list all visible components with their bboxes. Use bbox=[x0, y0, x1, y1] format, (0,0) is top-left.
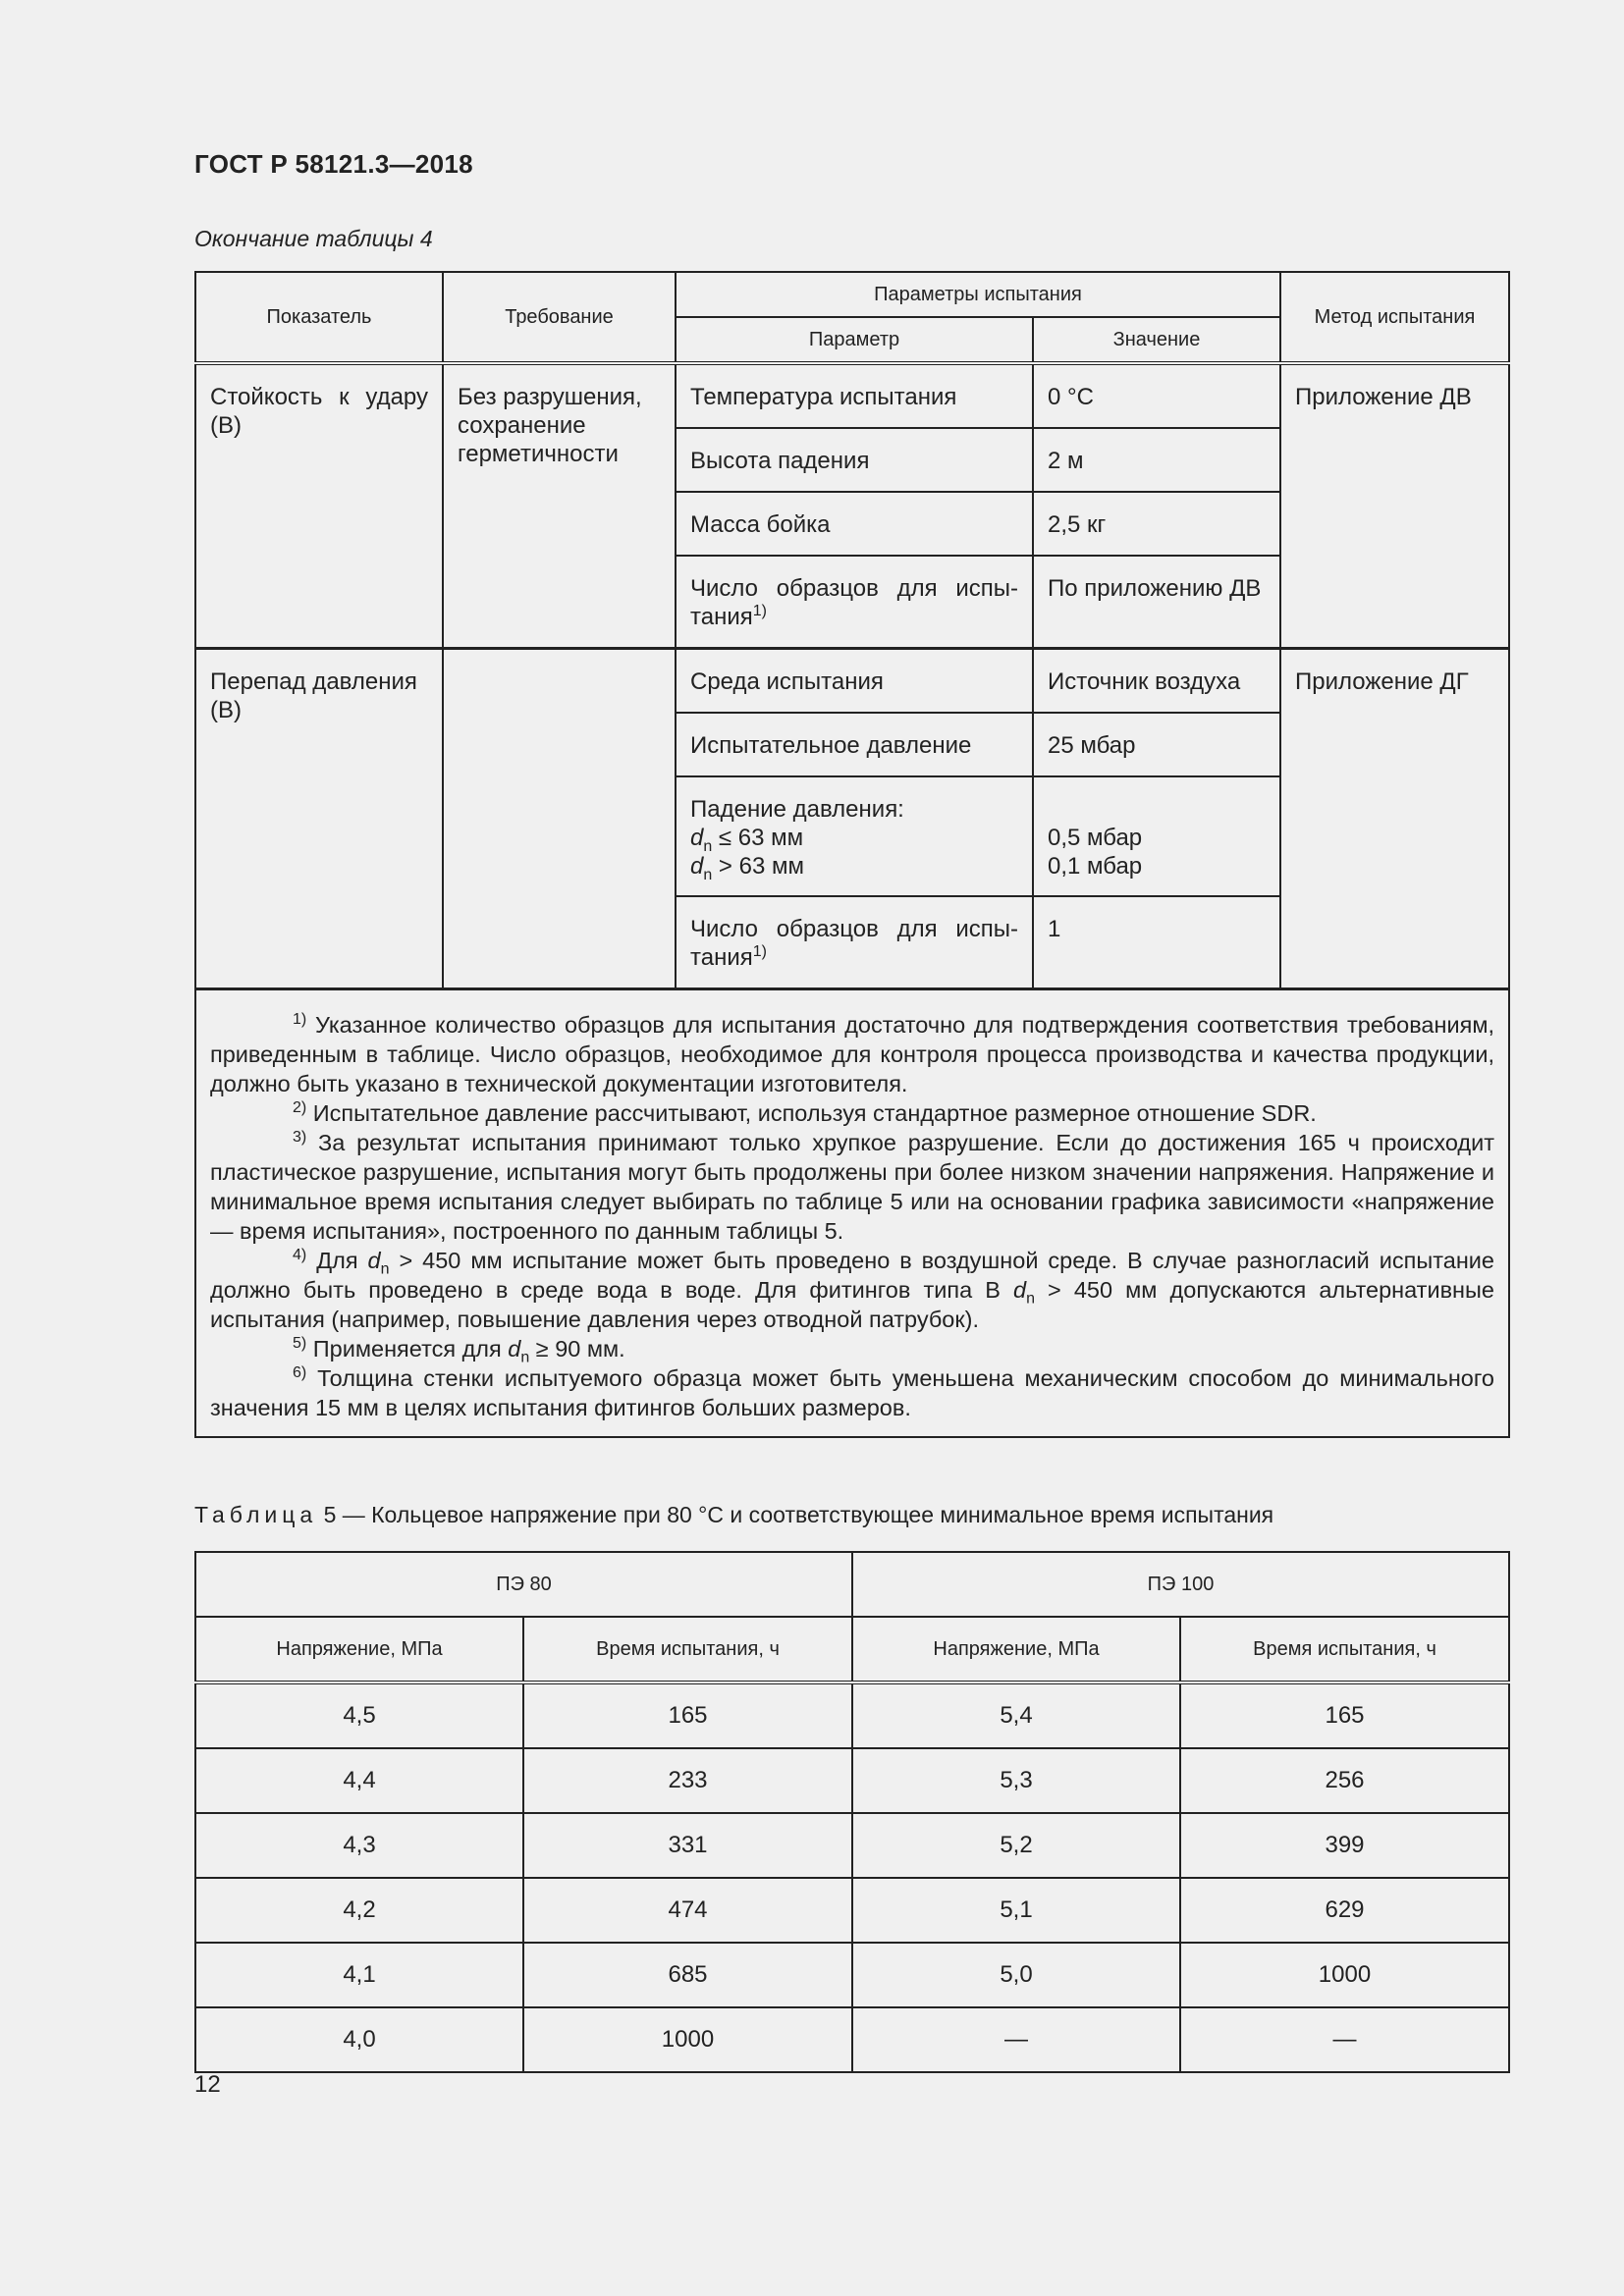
table5 bbox=[194, 1551, 1510, 2073]
col-time-pe80: Время испытания, ч bbox=[523, 1617, 852, 1682]
pressure-value-1: Источник воздуха bbox=[1033, 648, 1280, 713]
footnote-1: $^{1)}$ Указанное количество образцов для испытания достаточно для подтверждения соответствия требованиям, приведенным в таблице. Число образцов, необходимое для контроля процесса производства и качества продукции, должно быть указано в технической документации изготовителя. bbox=[210, 1010, 1494, 1096]
header-requirement: Требование bbox=[443, 272, 676, 363]
table4-caption: Окончание таблицы 4 bbox=[194, 226, 433, 251]
impact-indicator bbox=[195, 363, 443, 648]
footnote-ref-1: 1) bbox=[752, 603, 767, 619]
impact-param-4 bbox=[676, 556, 1033, 648]
pressure-drop-label: Падение давления: bbox=[690, 796, 904, 823]
pressure-param-4-line2: тания bbox=[690, 944, 753, 971]
impact-value-3: 2,5 кг bbox=[1033, 492, 1280, 556]
impact-param-4-line1: Число образцов для испы- bbox=[690, 575, 1018, 602]
footnote-5: $^{5)}$ Применяется для $d_n \ge 90$ мм. bbox=[293, 1334, 625, 1366]
document-title: ГОСТ Р 58121.3—2018 bbox=[194, 149, 473, 179]
pressure-param-1: Среда испытания bbox=[676, 648, 1033, 713]
impact-indicator-text: Стойкость к удару (В) bbox=[210, 384, 428, 439]
impact-param-3: Масса бойка bbox=[676, 492, 1033, 556]
pressure-indicator: Перепад давления (В) bbox=[195, 648, 443, 988]
group-pe100: ПЭ 100 bbox=[852, 1552, 1509, 1617]
table-row: 4,4 233 5,3 256 bbox=[195, 1748, 1509, 1813]
impact-param-2: Высота падения bbox=[676, 428, 1033, 492]
table4-footnotes bbox=[195, 988, 1509, 1437]
impact-param-4-line2: тания bbox=[690, 604, 753, 630]
footnote-6: $^{6)}$ Толщина стенки испытуемого образца может быть уменьшена механическим способом до минимального значения 15 мм в целях испытания фитингов больших размеров. bbox=[210, 1363, 1494, 1420]
col-stress-pe80: Напряжение, МПа bbox=[195, 1617, 523, 1682]
header-parameter: Параметр bbox=[676, 317, 1033, 363]
pressure-value-2: 25 мбар bbox=[1033, 713, 1280, 776]
pressure-param-4-line1: Число образцов для испы- bbox=[690, 916, 1018, 942]
pressure-value-4: 1 bbox=[1033, 896, 1280, 988]
col-time-pe100: Время испытания, ч bbox=[1180, 1617, 1509, 1682]
col-stress-pe100: Напряжение, МПа bbox=[852, 1617, 1180, 1682]
table-row: 4,1 685 5,0 1000 bbox=[195, 1943, 1509, 2007]
header-value: Значение bbox=[1033, 317, 1280, 363]
table-row: 4,0 1000 — — bbox=[195, 2007, 1509, 2072]
table4 bbox=[194, 271, 1510, 1438]
footnote-2: $^{2)}$ Испытательное давление рассчитывают, используя стандартное размерное отношение SDR. bbox=[293, 1098, 1317, 1126]
group-pe80: ПЭ 80 bbox=[195, 1552, 852, 1617]
pressure-param-2: Испытательное давление bbox=[676, 713, 1033, 776]
dn-symbol: d bbox=[690, 853, 704, 880]
pressure-requirement bbox=[443, 648, 676, 988]
table-row: 4,3 331 5,2 399 bbox=[195, 1813, 1509, 1878]
footnote-3: $^{3)}$ За результат испытания принимают только хрупкое разрушение. Если до достижения 165 ч происходит пластическое разрушение, испытания могут быть продолжены при более низком значении напряжения. Напряжение и минимальное время испытания следует выбирать по таблице 5 или на основании графика зависимости «напряжение — время испытания», построенного по данным таблицы 5. bbox=[210, 1128, 1494, 1244]
table5-caption-label: Таблица bbox=[194, 1502, 318, 1527]
impact-value-1: 0 °С bbox=[1033, 363, 1280, 428]
pressure-method: Приложение ДГ bbox=[1280, 648, 1509, 988]
header-method: Метод испытания bbox=[1280, 272, 1509, 363]
pressure-value-3: 0,5 мбар 0,1 мбар bbox=[1033, 776, 1280, 896]
impact-method: Приложение ДВ bbox=[1280, 363, 1509, 648]
table5-caption-text: 5 — Кольцевое напряжение при 80 °С и соответствующее минимальное время испытания bbox=[317, 1502, 1274, 1527]
footnote-ref-1: 1) bbox=[752, 943, 767, 960]
pressure-param-4 bbox=[676, 896, 1033, 988]
header-indicator: Показатель bbox=[195, 272, 443, 363]
footnote-4: $^{4)}$ Для $d_n > 450$ мм испытание может быть проведено в воздушной среде. В случае разногласий испытание должно быть проведено в среде вода в воде. Для фитингов типа В $d_n > 450$ мм допускаются альтернативные испытания (например, повышение давления через отводной патрубок). bbox=[210, 1246, 1494, 1332]
impact-requirement: Без разрушения, сохранение герметичности bbox=[443, 363, 676, 648]
impact-value-4: По приложению ДВ bbox=[1033, 556, 1280, 648]
table-row: 4,5 165 5,4 165 bbox=[195, 1682, 1509, 1748]
table5-caption bbox=[194, 1502, 1273, 1528]
pressure-param-3: Падение давления: $d_n \le 63$ мм $d_n > 63$ мм bbox=[676, 776, 1033, 896]
impact-value-2: 2 м bbox=[1033, 428, 1280, 492]
header-test-params: Параметры испытания bbox=[676, 272, 1280, 317]
page-number: 12 bbox=[194, 2071, 221, 2098]
table-row: 4,2 474 5,1 629 bbox=[195, 1878, 1509, 1943]
impact-param-1: Температура испытания bbox=[676, 363, 1033, 428]
dn-symbol: d bbox=[690, 825, 704, 851]
